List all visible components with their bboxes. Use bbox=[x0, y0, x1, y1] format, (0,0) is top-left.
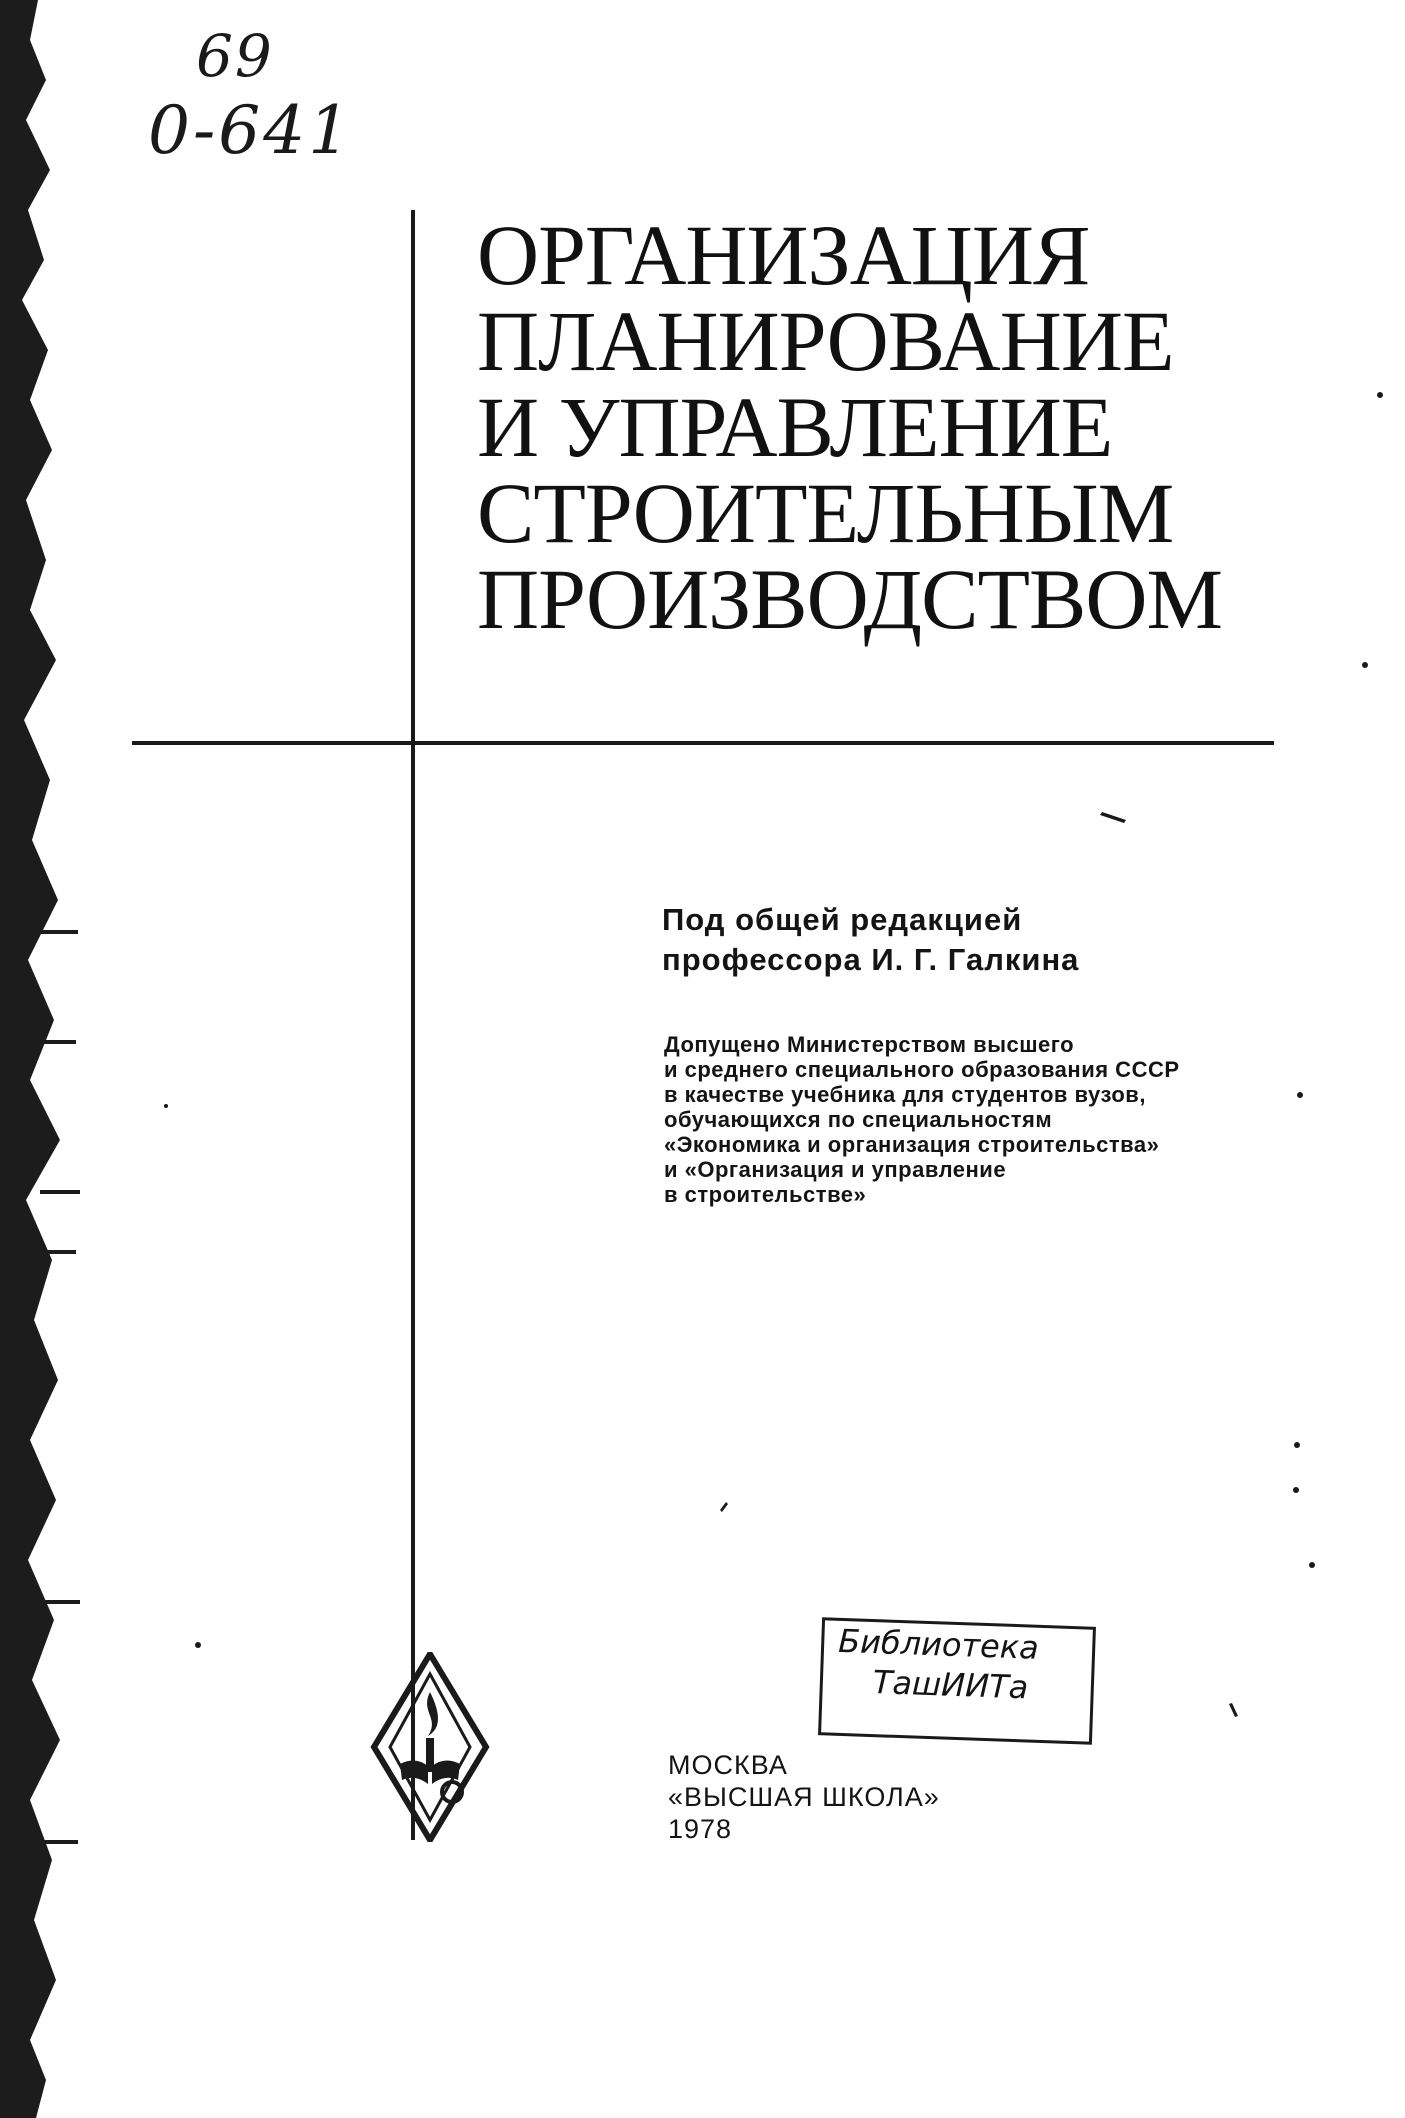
editor-line: Под общей редакцией bbox=[662, 902, 1023, 937]
approval-line: и «Организация и управление bbox=[664, 1157, 1007, 1182]
approval-line: Допущено Министерством высшего bbox=[664, 1032, 1075, 1057]
handwritten-catalog-code: 0-641 bbox=[148, 92, 354, 169]
publisher-name: «ВЫСШАЯ ШКОЛА» bbox=[668, 1782, 940, 1812]
title-line: ПЛАНИРОВАНИЕ bbox=[477, 293, 1174, 389]
stamp-line: Библиотека bbox=[837, 1621, 1040, 1667]
handwritten-shelf-number: 69 bbox=[196, 22, 274, 90]
approval-line: и среднего специального образования СССР bbox=[664, 1057, 1180, 1082]
title-line: И УПРАВЛЕНИЕ bbox=[477, 379, 1113, 475]
publication-year: 1978 bbox=[668, 1814, 733, 1844]
approval-line: в строительстве» bbox=[664, 1182, 867, 1207]
title-line: СТРОИТЕЛЬНЫМ bbox=[477, 465, 1174, 561]
stamp-line: ТашИИТа bbox=[872, 1663, 1029, 1707]
title-line: ПРОИЗВОДСТВОМ bbox=[477, 551, 1222, 647]
title-line: ОРГАНИЗАЦИЯ bbox=[477, 207, 1090, 303]
approval-line: «Экономика и организация строительства» bbox=[664, 1132, 1160, 1157]
approval-line: в качестве учебника для студентов вузов, bbox=[664, 1082, 1146, 1107]
approval-line: обучающихся по специальностям bbox=[664, 1107, 1053, 1132]
editor-line: профессора И. Г. Галкина bbox=[662, 942, 1080, 977]
publisher-city: МОСКВА bbox=[668, 1750, 788, 1780]
